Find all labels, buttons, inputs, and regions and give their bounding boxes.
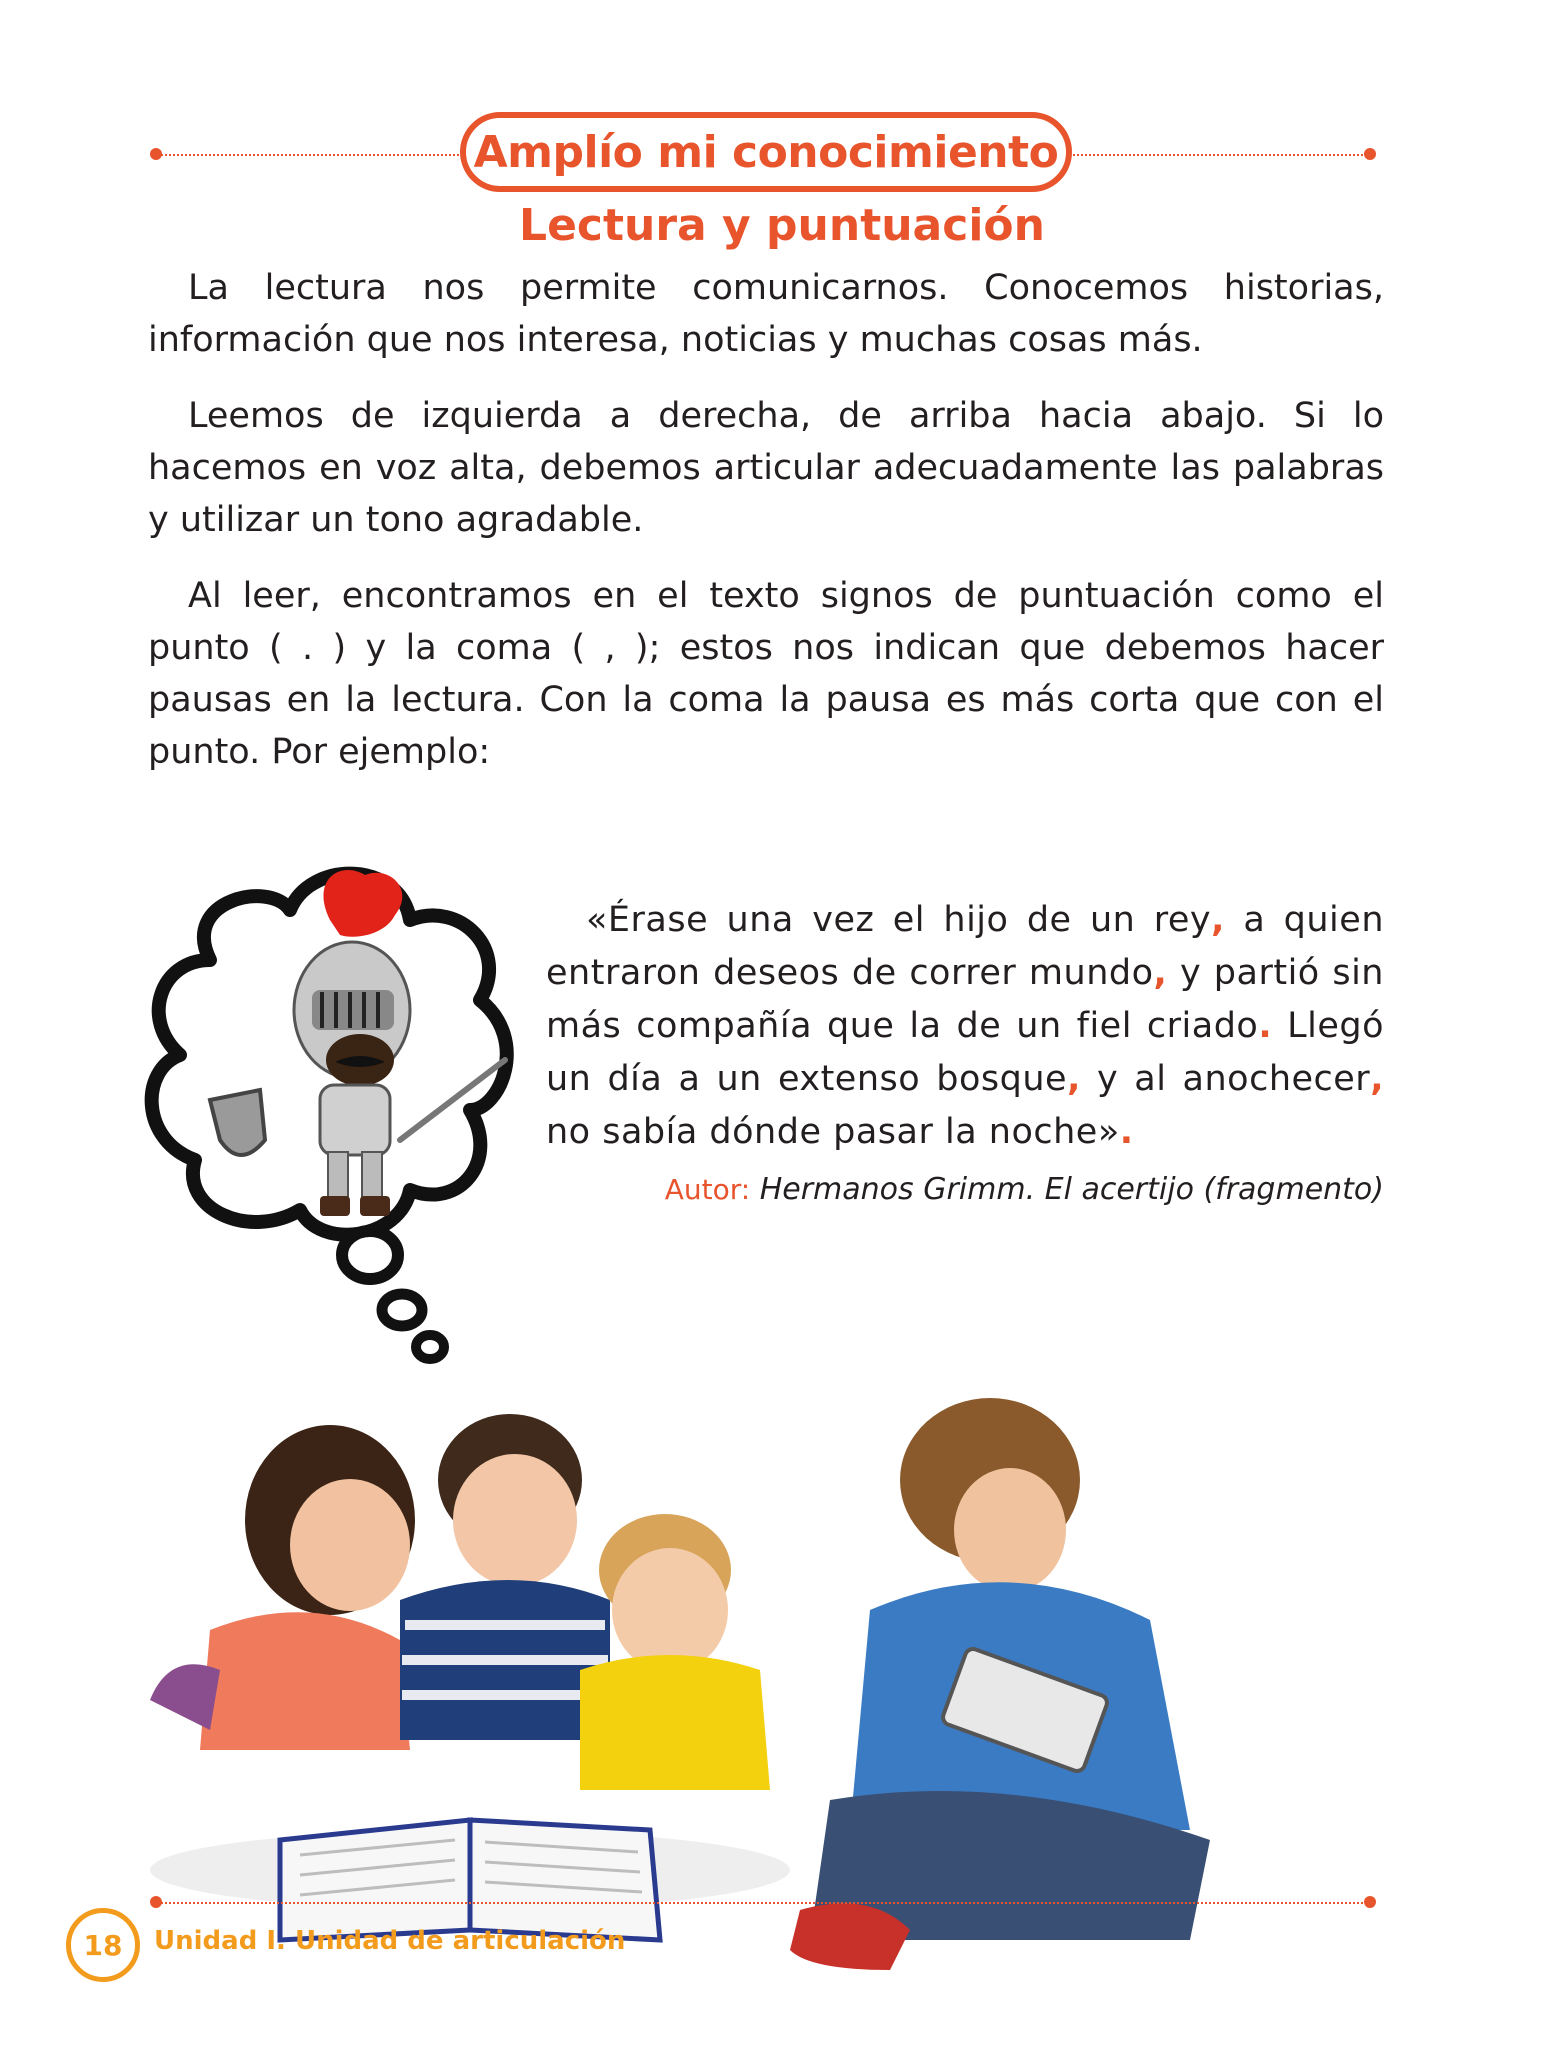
section-title: Amplío mi conocimiento xyxy=(473,126,1059,178)
punctuation-mark: , xyxy=(1211,900,1225,940)
punctuation-mark: . xyxy=(1258,1006,1273,1046)
story-fragment xyxy=(546,894,1384,1159)
knight-visor xyxy=(312,990,394,1030)
punctuation-mark: , xyxy=(1067,1059,1081,1099)
quote-attribution xyxy=(665,1172,1384,1207)
thought-bubble-small-3 xyxy=(416,1335,444,1359)
paragraph-1: La lectura nos permite comunicarnos. Conocemos historias, información que nos interesa, noticias y muchas cosas más. xyxy=(148,268,1384,360)
page-number-badge xyxy=(66,1908,140,1982)
punctuation-mark: . xyxy=(1119,1112,1134,1152)
thought-bubble-small-1 xyxy=(342,1231,398,1279)
children-reading-photo xyxy=(110,1370,1310,1970)
girl-face xyxy=(290,1479,410,1611)
knight-leg-left xyxy=(328,1152,348,1200)
bottom-rule-left-dot xyxy=(150,1896,162,1908)
knight-thought-bubble-illustration xyxy=(140,840,520,1380)
girl-shirt xyxy=(200,1612,410,1750)
boy-tablet-face xyxy=(954,1468,1066,1592)
punctuation-mark: , xyxy=(1370,1059,1384,1099)
girl-legs xyxy=(150,1664,220,1730)
page-subtitle: Lectura y puntuación xyxy=(519,200,1045,251)
knight-boot-right xyxy=(360,1196,390,1216)
unit-label: Unidad I. Unidad de articulación xyxy=(154,1926,626,1956)
thought-bubble-small-2 xyxy=(382,1294,422,1326)
top-rule-right-dot xyxy=(1364,148,1376,160)
boy-blond-shirt xyxy=(580,1655,770,1790)
quote-segment: «Érase una vez el hijo de un rey xyxy=(586,900,1212,940)
bottom-dotted-rule xyxy=(158,1902,1370,1904)
bottom-rule-right-dot xyxy=(1364,1896,1376,1908)
knight-body xyxy=(320,1085,390,1155)
quote-segment: Llegó un día a un extenso bosque xyxy=(546,1006,1385,1099)
author-label: Autor: xyxy=(664,1173,751,1206)
quote-segment: a quien entraron deseos de correr mundo xyxy=(546,900,1384,993)
quote-segment: y al anochecer xyxy=(1080,1059,1371,1099)
boy-blond-face xyxy=(612,1548,728,1672)
knight-boot-left xyxy=(320,1196,350,1216)
punctuation-mark: , xyxy=(1153,953,1168,993)
quote-segment: no sabía dónde pasar la noche» xyxy=(546,1112,1120,1152)
knight-leg-right xyxy=(362,1152,382,1200)
author-source: Hermanos Grimm. El acertijo (fragmento) xyxy=(750,1172,1384,1207)
section-title-badge xyxy=(460,112,1072,192)
quote-segment: y partió sin más compañía que la de un fiel criado xyxy=(546,953,1384,1046)
boy-stripes-face xyxy=(453,1454,577,1586)
paragraph-3: Al leer, encontramos en el texto signos de puntuación como el punto ( . ) y la coma ( , ); estos nos indican que debemos hacer pausas en la lectura. Con la coma la pausa es más corta que con el punto. Por ejemplo: xyxy=(148,576,1384,772)
paragraph-2: Leemos de izquierda a derecha, de arriba hacia abajo. Si lo hacemos en voz alta, debemos articular adecuadamente las palabras y utilizar un tono agradable. xyxy=(148,396,1384,540)
page-number: 18 xyxy=(83,1928,123,1962)
top-rule-left-dot xyxy=(150,148,162,160)
